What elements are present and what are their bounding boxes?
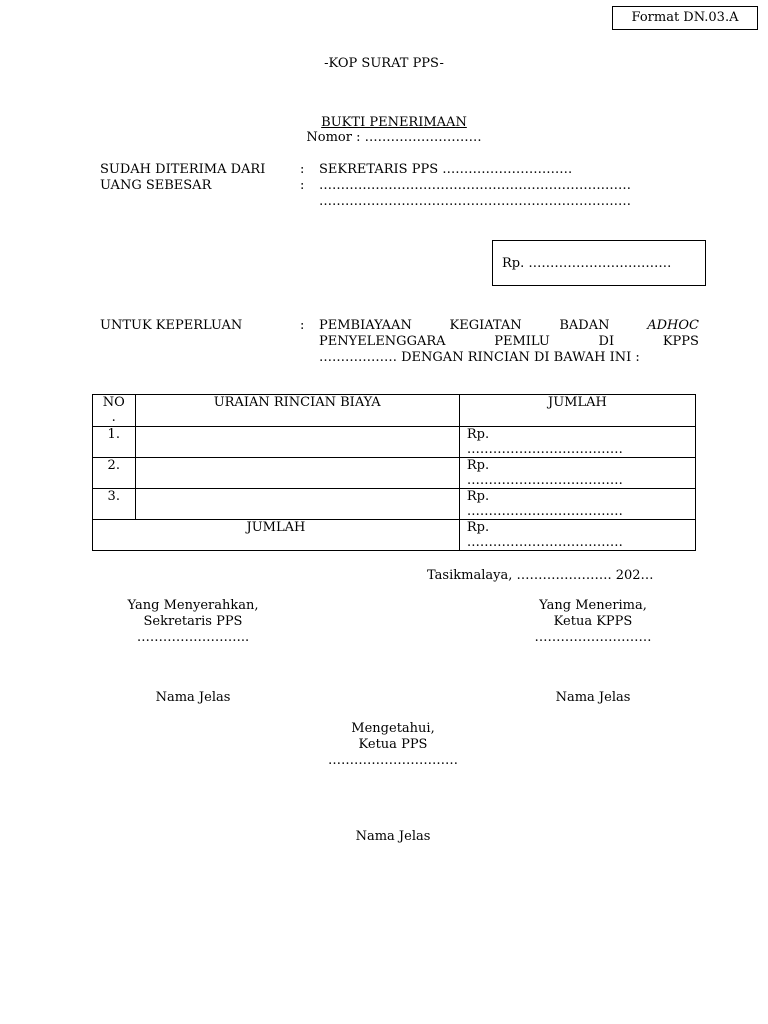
right-signer-dots: ………………………: [534, 630, 652, 645]
format-code: Format DN.03.A: [631, 10, 739, 25]
row-description: [135, 489, 459, 520]
format-code-box: [612, 6, 758, 30]
place-date: Tasikmalaya, …………………. 202…: [427, 568, 654, 583]
total-amount-dots: ………………………………: [466, 535, 623, 550]
purpose-word: KPPS: [662, 334, 699, 349]
table-row: [93, 427, 696, 458]
total-label: JUMLAH: [93, 520, 460, 551]
purpose-word: BADAN: [559, 318, 610, 333]
right-signer-name: Nama Jelas: [555, 690, 631, 705]
center-signer-dots: …………………………: [328, 753, 458, 768]
purpose-word: DI: [598, 334, 615, 349]
purpose-word: PEMILU: [494, 334, 550, 349]
received-from-colon: :: [300, 162, 305, 177]
purpose-word: PENYELENGGARA: [319, 334, 446, 349]
amount-label: UANG SEBESAR: [100, 178, 212, 193]
left-signer-role: Yang Menyerahkan,: [127, 598, 259, 613]
amount-words-line-1: ………………………………………………………………: [319, 178, 631, 193]
document-number: Nomor : ………………………: [306, 130, 482, 145]
row-no: 2.: [93, 458, 136, 489]
purpose-line-3: ……………… DENGAN RINCIAN DI BAWAH INI :: [319, 350, 640, 365]
row-description: [135, 458, 459, 489]
table-total-row: [93, 520, 696, 551]
row-amount: [459, 458, 695, 489]
purpose-word: PEMBIAYAAN: [319, 318, 412, 333]
header-no-text: NO: [102, 395, 125, 410]
letterhead: -KOP SURAT PPS-: [324, 56, 444, 71]
row-amount-dots: ………………………………: [466, 504, 623, 519]
received-from-label: SUDAH DITERIMA DARI: [100, 162, 266, 177]
table-header-row: [93, 395, 696, 427]
center-signer-role: Mengetahui,: [351, 721, 435, 736]
left-signer-title: Sekretaris PPS: [143, 614, 243, 629]
header-description: URAIAN RINCIAN BIAYA: [135, 395, 459, 427]
table-row: [93, 489, 696, 520]
purpose-line-2: [319, 334, 699, 350]
amount-colon: :: [300, 178, 305, 193]
row-amount-rp: Rp.: [466, 489, 490, 504]
amount-box: [492, 240, 706, 286]
purpose-colon: :: [300, 318, 305, 333]
center-signer-title: Ketua PPS: [358, 737, 428, 752]
total-amount: [459, 520, 695, 551]
row-description: [135, 427, 459, 458]
right-signer-title: Ketua KPPS: [553, 614, 633, 629]
row-no: 3.: [93, 489, 136, 520]
header-amount: JUMLAH: [459, 395, 695, 427]
amount-box-value: Rp. ……………………………: [502, 256, 672, 271]
header-no-dot: .: [111, 410, 116, 425]
left-signer-name: Nama Jelas: [155, 690, 231, 705]
document-title: BUKTI PENERIMAAN: [321, 115, 467, 130]
purpose-line-1: [319, 318, 699, 334]
left-signer-dots: ……………………..: [136, 630, 250, 645]
total-amount-rp: Rp.: [466, 520, 490, 535]
purpose-word-italic: ADHOC: [647, 318, 699, 333]
row-no: 1.: [93, 427, 136, 458]
table-row: [93, 458, 696, 489]
header-no: [93, 395, 136, 427]
purpose-label: UNTUK KEPERLUAN: [100, 318, 243, 333]
row-amount-dots: ………………………………: [466, 473, 623, 488]
received-from-value: SEKRETARIS PPS …………………………: [319, 162, 573, 177]
purpose-word: KEGIATAN: [449, 318, 522, 333]
amount-words-line-2: ………………………………………………………………: [319, 194, 631, 209]
row-amount-dots: ………………………………: [466, 442, 623, 457]
right-signer-role: Yang Menerima,: [539, 598, 647, 613]
cost-breakdown-table: [92, 394, 696, 551]
row-amount: [459, 489, 695, 520]
row-amount-rp: Rp.: [466, 427, 490, 442]
center-signer-name: Nama Jelas: [355, 829, 431, 844]
row-amount: [459, 427, 695, 458]
row-amount-rp: Rp.: [466, 458, 490, 473]
